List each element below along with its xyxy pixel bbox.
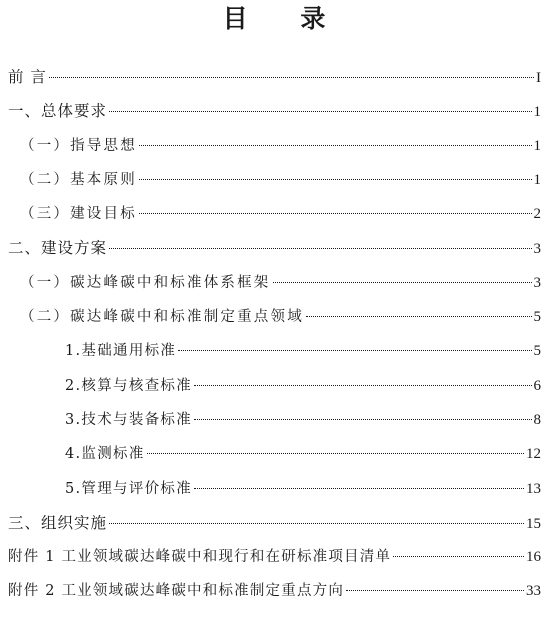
toc-entry-section-3[interactable] xyxy=(8,506,541,540)
toc-entry-label: 1.基础通用标准 xyxy=(65,343,177,360)
toc-entry-appendix-2[interactable] xyxy=(8,574,541,608)
toc-page-number: 1 xyxy=(533,137,541,154)
toc-entry-label: 三、组织实施 xyxy=(8,513,108,532)
toc-entry-label: 5.管理与评价标准 xyxy=(65,480,193,497)
toc-page-number: 8 xyxy=(533,411,541,428)
toc-page-number: 1 xyxy=(533,171,541,188)
toc-entry-label: 二、建设方案 xyxy=(8,239,108,258)
toc-title: 目 录 xyxy=(222,4,348,33)
toc-entry-label: （一）指导思想 xyxy=(20,137,137,154)
dot-leader xyxy=(194,488,524,489)
toc-page-number: 1 xyxy=(533,104,541,121)
dot-leader xyxy=(139,145,532,146)
toc-page-number: 16 xyxy=(526,549,541,566)
dot-leader xyxy=(273,282,532,283)
toc-entry-label: 附件 1 工业领域碳达峰碳中和现行和在研标准项目清单 xyxy=(8,549,392,566)
toc-entry-section-2-2-3[interactable] xyxy=(8,403,541,437)
dot-leader xyxy=(346,590,524,591)
dot-leader xyxy=(178,350,531,351)
dot-leader xyxy=(147,453,524,454)
toc-page-number: 5 xyxy=(533,309,541,326)
toc-entry-section-2-2-1[interactable] xyxy=(8,334,541,368)
toc-page-number: 3 xyxy=(533,241,541,258)
toc-entry-label: 4.监测标准 xyxy=(65,446,145,463)
dot-leader xyxy=(306,316,532,317)
toc-entry-section-2-2-4[interactable] xyxy=(8,437,541,471)
toc-entry-section-1-1[interactable] xyxy=(8,129,541,163)
toc-page-number: 12 xyxy=(526,446,541,463)
dot-leader xyxy=(139,179,532,180)
toc-entry-label: 2.核算与核查标准 xyxy=(65,377,193,394)
toc-entry-label: （二）基本原则 xyxy=(20,171,137,188)
toc-entry-label: （三）建设目标 xyxy=(20,206,137,223)
toc-entry-section-2-2-5[interactable] xyxy=(8,472,541,506)
dot-leader xyxy=(49,77,534,78)
toc-page-number: 3 xyxy=(533,274,541,291)
toc-page-number: 6 xyxy=(533,377,541,394)
dot-leader xyxy=(393,556,524,557)
dot-leader xyxy=(139,213,532,214)
toc-entry-label: 附件 2 工业领域碳达峰碳中和标准制定重点方向 xyxy=(8,583,345,600)
toc-entry-section-2[interactable] xyxy=(8,231,541,265)
toc-entry-label: 前 言 xyxy=(8,68,47,86)
toc-entry-section-2-2-2[interactable] xyxy=(8,369,541,403)
toc-entry-section-1[interactable] xyxy=(8,94,541,128)
toc-entry-label: （二）碳达峰碳中和标准制定重点领域 xyxy=(20,309,304,326)
toc-entry-section-1-3[interactable] xyxy=(8,197,541,231)
toc-list xyxy=(8,60,541,609)
toc-entry-section-2-1[interactable] xyxy=(8,266,541,300)
toc-entry-preface[interactable] xyxy=(8,60,541,94)
toc-entry-label: 一、总体要求 xyxy=(8,102,108,121)
dot-leader xyxy=(194,419,531,420)
dot-leader xyxy=(109,248,531,249)
toc-entry-section-2-2[interactable] xyxy=(8,300,541,334)
toc-entry-label: （一）碳达峰碳中和标准体系框架 xyxy=(20,274,271,291)
toc-entry-label: 3.技术与装备标准 xyxy=(65,411,193,428)
dot-leader xyxy=(194,385,531,386)
toc-entry-appendix-1[interactable] xyxy=(8,540,541,574)
toc-page-number: 2 xyxy=(533,206,541,223)
toc-page-number: 15 xyxy=(526,515,541,532)
toc-page-number: 13 xyxy=(526,480,541,497)
toc-page-number: I xyxy=(536,70,541,86)
toc-entry-section-1-2[interactable] xyxy=(8,163,541,197)
toc-page-number: 5 xyxy=(533,343,541,360)
toc-page-number: 33 xyxy=(526,583,541,600)
dot-leader xyxy=(109,111,531,112)
dot-leader xyxy=(109,523,524,524)
